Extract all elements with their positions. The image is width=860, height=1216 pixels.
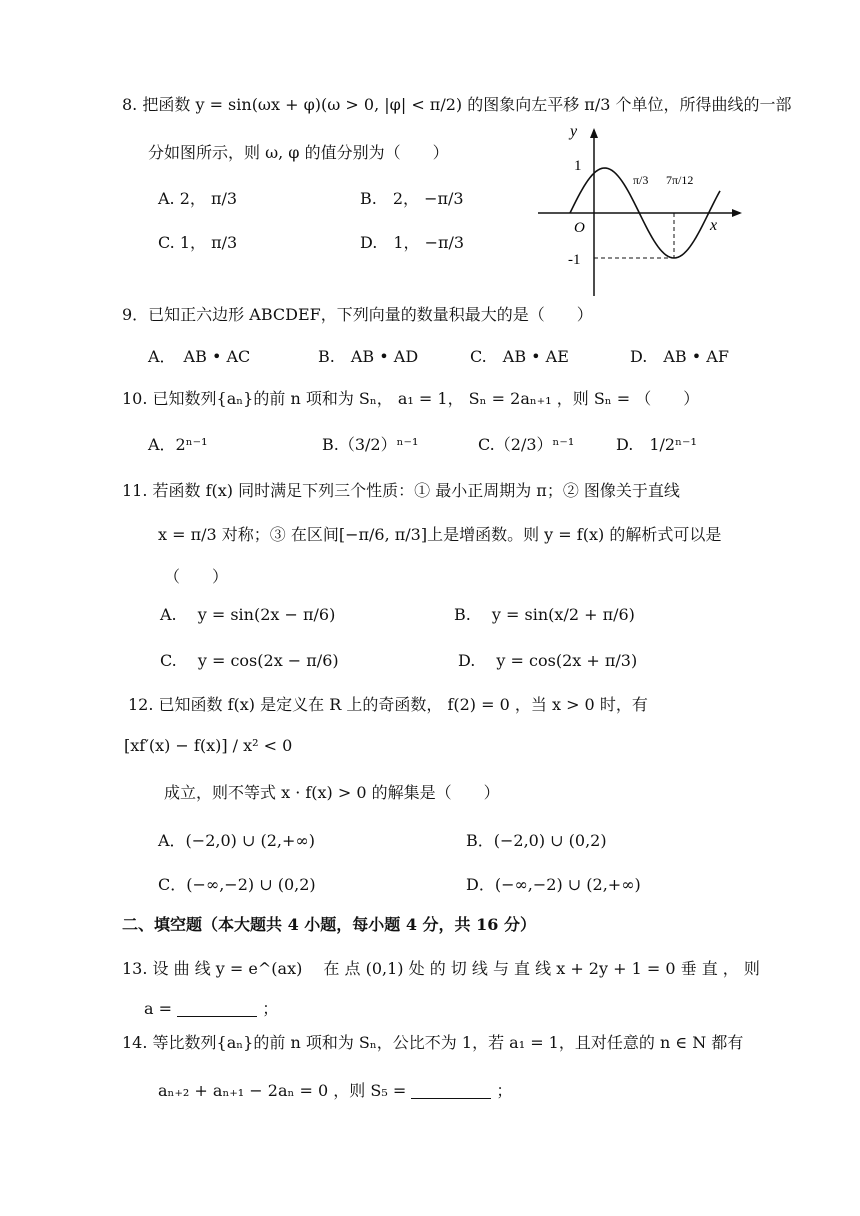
q12-line1: 12. 已知函数 f(x) 是定义在 R 上的奇函数， f(2) = 0 ，当 x > 0 时，有 — [128, 695, 648, 714]
q14-line2-prefix: aₙ₊₂ + aₙ₊₁ − 2aₙ = 0 ，则 S₅ = — [158, 1081, 412, 1100]
q11-option-b: B. y = sin(x/2 + π/6) — [454, 605, 635, 624]
q9-option-d: D. AB • AF — [630, 347, 729, 366]
q11-option-a: A. y = sin(2x − π/6) — [160, 605, 336, 624]
q12-line3: 成立，则不等式 x · f(x) > 0 的解集是（ ） — [164, 783, 500, 802]
q8-option-b: B. 2， −π/3 — [360, 189, 464, 208]
q11-option-c: C. y = cos(2x − π/6) — [160, 651, 339, 670]
q8-option-d: D. 1， −π/3 — [360, 233, 465, 252]
section-title: 二、填空题（本大题共 4 小题，每小题 4 分，共 16 分） — [122, 915, 536, 934]
q13-line2-prefix: a = — [144, 999, 178, 1018]
origin-label: O — [574, 220, 585, 236]
x-axis-arrow-icon — [732, 209, 742, 217]
q14-line2-suffix: ； — [496, 1081, 513, 1100]
y-tick-neg1: -1 — [568, 252, 581, 268]
q9-option-b: B. AB • AD — [318, 347, 419, 366]
q10-option-a: A．2ⁿ⁻¹ — [148, 435, 208, 454]
q10-option-c: C.（2/3）ⁿ⁻¹ — [478, 435, 575, 454]
y-tick-1: 1 — [574, 158, 582, 174]
q8-option-a: A. 2， π/3 — [158, 189, 238, 208]
sine-graph — [530, 120, 750, 300]
q10-option-d: D. 1/2ⁿ⁻¹ — [616, 435, 697, 454]
q11-option-d: D. y = cos(2x + π/3) — [458, 651, 638, 670]
q14-answer-blank[interactable] — [411, 1084, 491, 1099]
q13-line2-suffix: ； — [262, 999, 279, 1018]
q11-line2: x = π/3 对称；③ 在区间[−π/6, π/3]上是增函数。则 y = f(x) 的解析式可以是 — [158, 525, 722, 544]
q14-line1: 14. 等比数列{aₙ}的前 n 项和为 Sₙ，公比不为 1，若 a₁ = 1，且对任意的 n ∈ N 都有 — [122, 1033, 744, 1052]
q8-line1: 8. 把函数 y = sin(ωx + φ)(ω > 0, |φ| < π/2) 的图象向左平移 π/3 个单位，所得曲线的一部 — [122, 95, 792, 114]
q11-line3: （ ） — [164, 567, 229, 586]
x-tick-7pi12: 7π/12 — [666, 173, 694, 187]
q14-line2 — [158, 1078, 512, 1101]
x-tick-pi3: π/3 — [633, 173, 649, 187]
y-axis-arrow-icon — [590, 128, 598, 138]
q12-option-c: C．(−∞,−2) ∪ (0,2) — [158, 875, 316, 894]
q8-line2: 分如图所示，则 ω, φ 的值分别为（ ） — [148, 143, 449, 162]
q8-option-c: C. 1， π/3 — [158, 233, 238, 252]
q12-line2: [xf′(x) − f(x)] / x² < 0 — [124, 736, 293, 755]
q10-option-b: B.（3/2）ⁿ⁻¹ — [322, 435, 419, 454]
q13-line2 — [144, 996, 278, 1019]
x-axis-label: x — [710, 217, 718, 234]
q13-line1: 13. 设 曲 线 y = e^(ax) 在 点 (0,1) 处 的 切 线 与 直 线 x + 2y + 1 = 0 垂 直 ， 则 — [122, 959, 760, 978]
q10-stem: 10. 已知数列{aₙ}的前 n 项和为 Sₙ， a₁ = 1， Sₙ = 2aₙ₊₁ ，则 Sₙ = （ ） — [122, 389, 700, 408]
q11-line1: 11. 若函数 f(x) 同时满足下列三个性质：① 最小正周期为 π；② 图像关于直线 — [122, 481, 680, 500]
q13-answer-blank[interactable] — [177, 1002, 257, 1017]
q12-option-a: A．(−2,0) ∪ (2,+∞) — [158, 831, 315, 850]
y-axis-label: y — [570, 123, 578, 140]
q9-stem: 9．已知正六边形 ABCDEF，下列向量的数量积最大的是（ ） — [122, 305, 593, 324]
q9-option-a: A． AB • AC — [148, 347, 251, 366]
q9-option-c: C. AB • AE — [470, 347, 569, 366]
q12-option-b: B．(−2,0) ∪ (0,2) — [466, 831, 607, 850]
q12-option-d: D．(−∞,−2) ∪ (2,+∞) — [466, 875, 641, 894]
